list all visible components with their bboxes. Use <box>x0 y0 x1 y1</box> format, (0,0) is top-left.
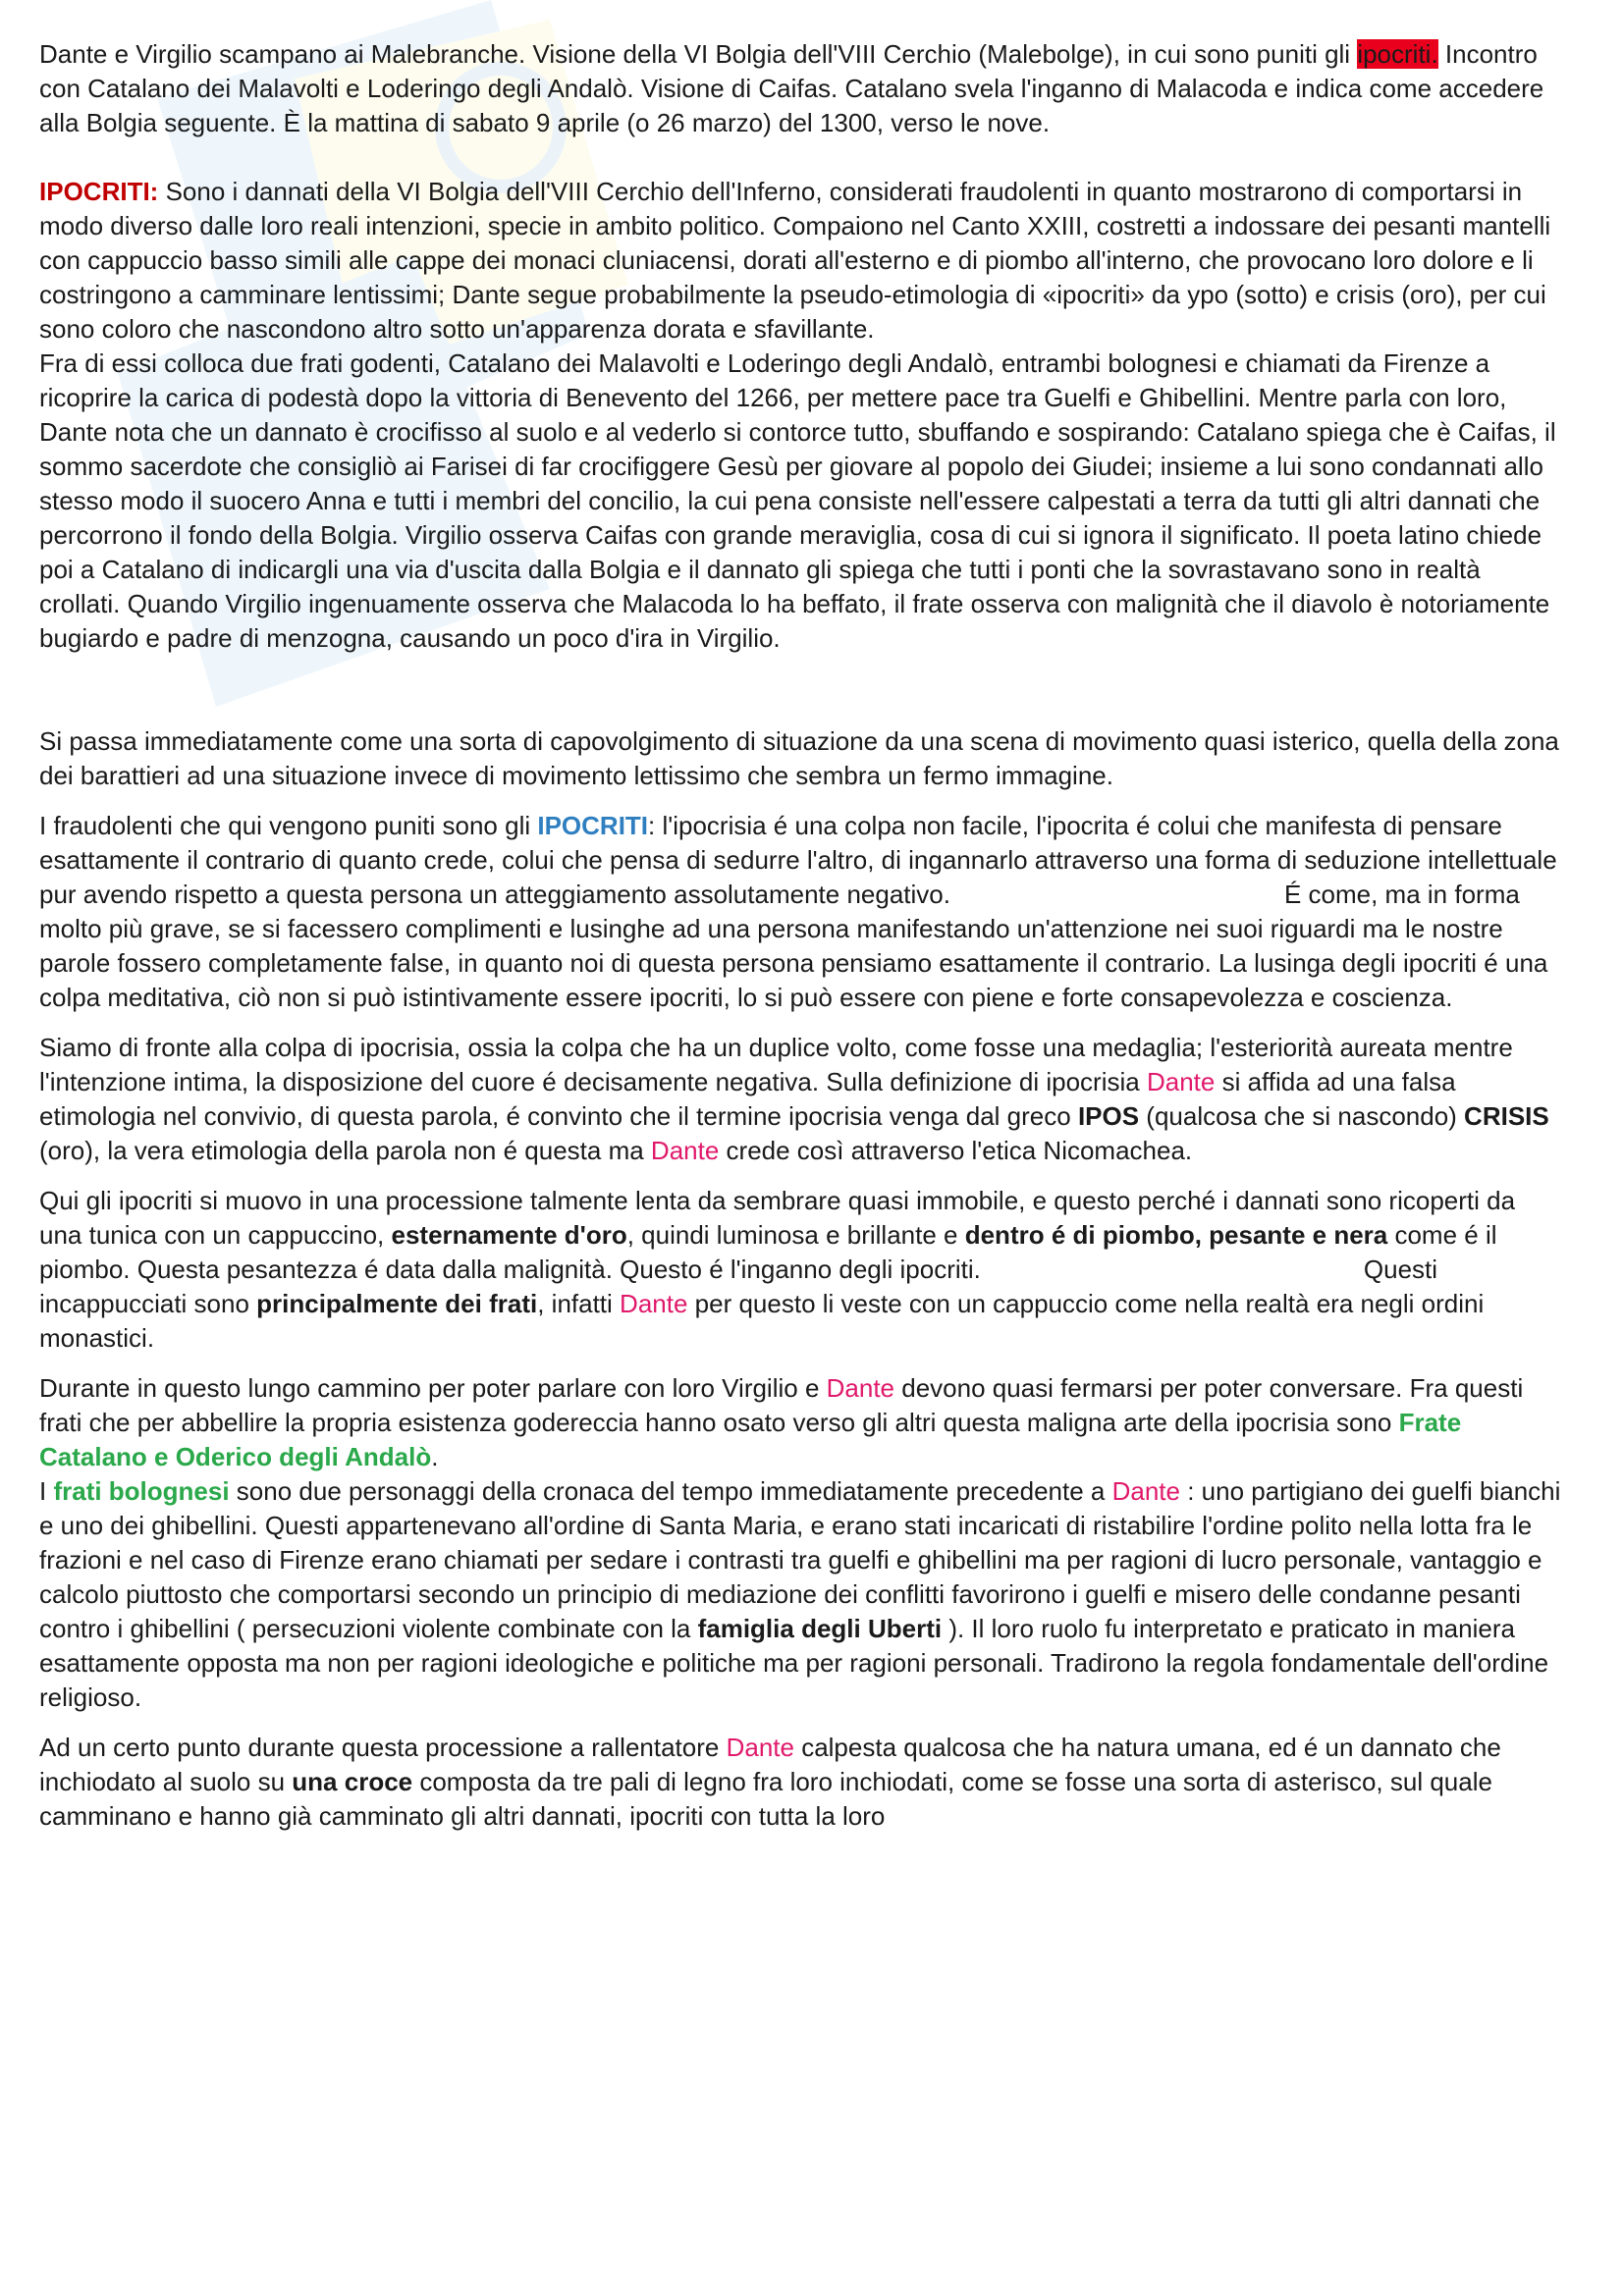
ipocriti-keyword: IPOCRITI <box>537 811 649 840</box>
cammino-paragraph: Durante in questo lungo cammino per poter parlare con loro Virgilio e Dante devono quasi fermarsi per poter conversare. Fra questi frati che per abbellire la propria esistenza godereccia hanno osato verso gli altri questa maligna arte della ipocrisia sono Frate Catalano e Oderico degli Andalò. I frati bolognesi sono due personaggi della cronaca del tempo immediatamente precedente a Dante : uno partigiano dei guelfi bianchi e uno dei ghibellini. Questi appartenevano all'ordine di Santa Maria, e erano stati incaricati di ristabilire l'ordine polito nella lotta fra le frazioni e nel caso di Firenze erano chiamati per sedare i contrasti tra guelfi e ghibellini ma per ragioni di lucro personale, vantaggio e calcolo piuttosto che comportarsi secondo un principio di mediazione dei conflitti favorirono i guelfi e misero delle condanne pesanti contro i ghibellini ( persecuzioni violente combinate con la famiglia degli Uberti ). Il loro ruolo fu interpretato e praticato in maniera esattamente opposta ma non per ragioni ideologiche e politiche ma per ragioni personali. Tradirono la regola fondamentale dell'ordine religioso. <box>39 1373 1561 1712</box>
bold-dentro: dentro é di piombo, pesante e nera <box>964 1220 1388 1250</box>
processione-paragraph: Qui gli ipocriti si muovo in una processione talmente lenta da sembrare quasi immobile, e questo perché i dannati sono ricoperti da una tunica con un cappuccino, esternamente d'oro, quindi luminosa e brillante e dentro é di piombo, pesante e nera come é il piombo. Questa pesantezza é data dalla malignità. Questo é l'inganno degli ipocriti. Questi incappucciati sono principalmente dei frati, infatti Dante per questo li veste con un cappuccio come nella realtà era negli ordini monastici. <box>39 1186 1516 1353</box>
dante-name: Dante <box>650 1136 720 1165</box>
frati-paragraph: Fra di essi colloca due frati godenti, Catalano dei Malavolti e Loderingo degli Andalò, entrambi bolognesi e chiamati da Firenze a ricoprire la carica di podestà dopo la vittoria di Benevento del 1266, per mettere pace tra Guelfi e Ghibellini. Mentre parla con loro, Dante nota che un dannato è crocifisso al suolo e al vederlo si contorce tutto, sbuffando e sospirando: Catalano spiega che è Caifas, il sommo sacerdote che consigliò ai Farisei di far crocifiggere Gesù per giovare al popolo dei Giudei; insieme a lui sono condannati allo stesso modo il suocero Anna e tutti i membri del concilio, la cui pena consiste nell'essere calpestati a terra da tutti gli altri dannati che percorrono il fondo della Bolgia. Virgilio osserva Caifas con grande meraviglia, cosa di cui si ignora il significato. Il poeta latino chiede poi a Catalano di indicargli una via d'uscita dalla Bolgia e il dannato gli spiega che tutti i ponti che la sovrastavano sono in realtà crollati. Quando Virgilio ingenuamente osserva che Malacoda lo ha beffato, il frate osserva con malignità che il diavolo è notoriamente bugiardo e padre di menzogna, causando un poco d'ira in Virgilio. <box>39 348 1556 653</box>
fraudolenti-paragraph: I fraudolenti che qui vengono puniti sono gli IPOCRITI: l'ipocrisia é una colpa non facile, l'ipocrita é colui che manifesta di pensare esattamente il contrario di quanto crede, colui che pensa di sedurre l'altro, di ingannarlo attraverso una forma di seduzione intellettuale pur avendo rispetto a questa persona un atteggiamento assolutamente negativo. É come, ma in forma molto più grave, se si facessero complimenti e lusinghe ad una persona manifestando un'attenzione nei suoi riguardi ma le nostre parole fossero completamente false, in quanto noi di questa persona pensiamo esattamente il contrario. La lusinga degli ipocriti é una colpa meditativa, ciò non si può istintivamente essere ipocriti, lo si può essere con piene e forte consapevolezza e coscienza. <box>39 811 1557 1012</box>
crisis-term: CRISIS <box>1464 1101 1549 1131</box>
dante-name: Dante <box>726 1733 794 1762</box>
dante-name: Dante <box>1146 1067 1216 1096</box>
bold-frati: principalmente dei frati <box>256 1289 538 1318</box>
capovolgimento-paragraph: Si passa immediatamente come una sorta di capovolgimento di situazione da una scena di movimento quasi isterico, quella della zona dei barattieri ad una situazione invece di movimento lettissimo che sembra un fermo immagine. <box>39 726 1559 790</box>
croce-paragraph: Ad un certo punto durante questa processione a rallentatore Dante calpesta qualcosa che ha natura umana, ed é un dannato che inchiodato al suolo su una croce composta da tre pali di legno fra loro inchiodati, come se fosse una sorta di asterisco, sul quale camminano e hanno già camminato gli altri dannati, ipocriti con tutta la loro <box>39 1733 1501 1831</box>
ipos-term: IPOS <box>1077 1101 1140 1131</box>
intro-paragraph: Dante e Virgilio scampano ai Malebranche. Visione della VI Bolgia dell'VIII Cerchio (Malebolge), in cui sono puniti gli ipocriti. Incontro con Catalano dei Malavolti e Loderingo degli Andalò. Visione di Caifas. Catalano svela l'inganno di Malacoda e indica come accedere alla Bolgia seguente. È la mattina di sabato 9 aprile (o 26 marzo) del 1300, verso le nove. <box>39 39 1544 137</box>
dante-name: Dante <box>620 1289 688 1318</box>
ipocriti-definition-paragraph: IPOCRITI: Sono i dannati della VI Bolgia dell'VIII Cerchio dell'Inferno, considerati fraudolenti in quanto mostrarono di comportarsi in modo diverso dalle loro reali intenzioni, specie in ambito politico. Compaiono nel Canto XXIII, costretti a indossare dei pesanti mantelli con cappuccio basso simili alle cappe dei monaci cluniacensi, dorati all'esterno e di piombo all'interno, che provocano loro dolore e li costringono a camminare lentissimi; Dante segue probabilmente la pseudo-etimologia di «ipocriti» da ypo (sotto) e crisis (oro), per cui sono coloro che nascondono altro sotto un'apparenza dorata e sfavillante. <box>39 177 1551 344</box>
highlighted-ipocriti: ipocriti. <box>1357 39 1438 69</box>
dante-name: Dante <box>1111 1476 1180 1506</box>
ipocriti-label: IPOCRITI: <box>39 177 159 206</box>
bold-uberti: famiglia degli Uberti <box>697 1614 943 1643</box>
document-body <box>39 37 1563 1834</box>
bold-esternamente: esternamente d'oro <box>391 1220 627 1250</box>
frate-catalano-name: Frate Catalano e Oderico degli Andalò <box>39 1408 1462 1471</box>
frati-bolognesi-term: frati bolognesi <box>53 1476 230 1506</box>
bold-croce: una croce <box>292 1767 413 1796</box>
colpa-paragraph: Siamo di fronte alla colpa di ipocrisia, ossia la colpa che ha un duplice volto, come fosse una medaglia; l'esteriorità aureata mentre l'intenzione intima, la disposizione del cuore é decisamente negativa. Sulla definizione di ipocrisia Dante si affida ad una falsa etimologia nel convivio, di questa parola, é convinto che il termine ipocrisia venga dal greco IPOS (qualcosa che si nascondo) CRISIS (oro), la vera etimologia della parola non é questa ma Dante crede così attraverso l'etica Nicomachea. <box>39 1033 1549 1165</box>
dante-name: Dante <box>826 1373 895 1403</box>
